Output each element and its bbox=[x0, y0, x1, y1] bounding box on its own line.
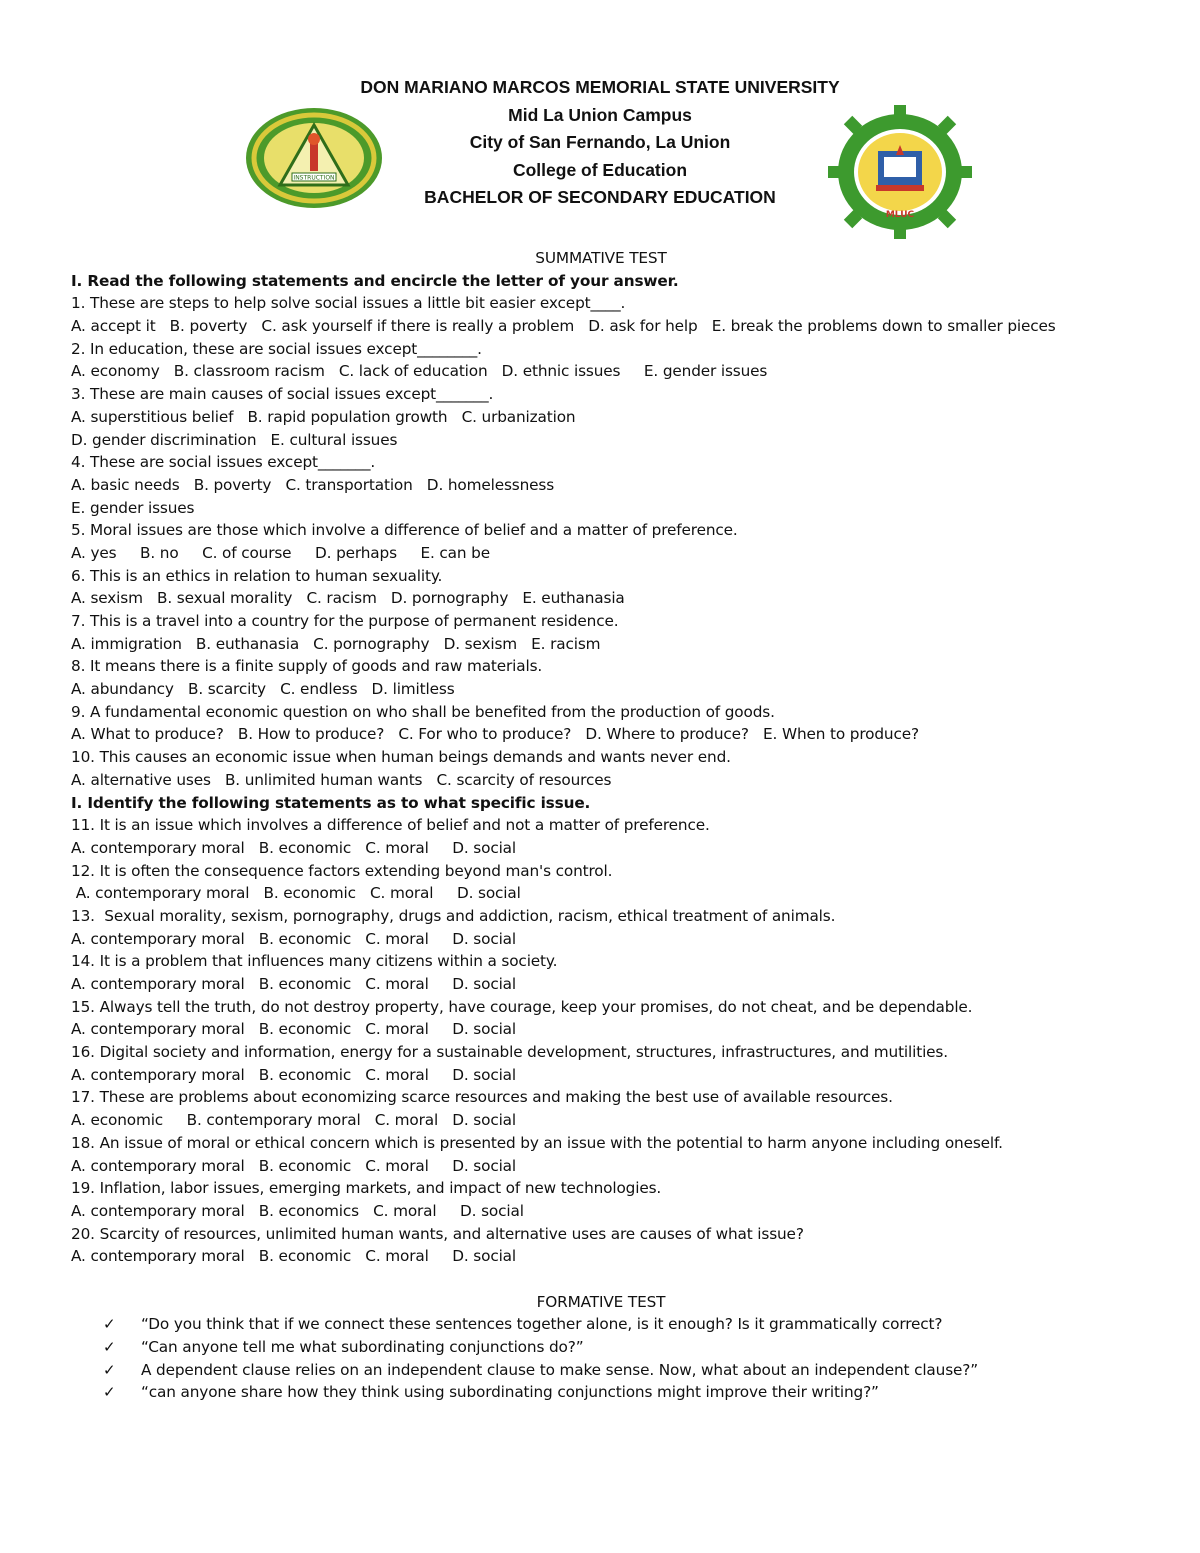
question-line: A. alternative uses B. unlimited human wants C. scarcity of resources bbox=[71, 770, 612, 789]
question-line: A. contemporary moral B. economic C. moral D. social bbox=[71, 975, 516, 993]
question-line: A. contemporary moral B. economics C. moral D. social bbox=[71, 1201, 524, 1220]
checkmark-icon: ✓ bbox=[103, 1383, 116, 1402]
question-line: 8. It means there is a finite supply of goods and raw materials. bbox=[71, 657, 543, 676]
question-line: 10. This causes an economic issue when human beings demands and wants never end. bbox=[71, 748, 731, 767]
summative-title: SUMMATIVE TEST bbox=[535, 249, 667, 267]
question-line: A. immigration B. euthanasia C. pornography D. sexism E. racism bbox=[71, 634, 601, 653]
question-line: A. superstitious belief B. rapid population growth C. urbanization bbox=[71, 407, 576, 426]
question-line: 4. These are social issues except_______. bbox=[71, 453, 376, 472]
part1-instruction bbox=[71, 270, 1171, 293]
formative-item-text: A dependent clause relies on an independent clause to make sense. Now, what about an independent clause?” bbox=[141, 1360, 979, 1379]
question-line: 2. In education, these are social issues except________. bbox=[71, 339, 482, 358]
question-line: A. contemporary moral B. economic C. moral D. social bbox=[71, 929, 516, 948]
part2-instruction: I. Identify the following statements as to what specific issue. bbox=[71, 793, 591, 812]
checkmark-icon: ✓ bbox=[103, 1360, 116, 1379]
question-line: 14. It is a problem that influences many citizens within a society. bbox=[71, 952, 558, 971]
question-line: A. basic needs B. poverty C. transportation D. homelessness bbox=[71, 475, 555, 494]
question-line: 13. Sexual morality, sexism, pornography, drugs and addiction, racism, ethical treatment of animals. bbox=[71, 906, 836, 925]
question-line: 12. It is often the consequence factors extending beyond man's control. bbox=[71, 861, 613, 880]
question-line: A. contemporary moral B. economic C. moral D. social bbox=[71, 1065, 516, 1084]
question-line: 3. These are main causes of social issues except_______. bbox=[71, 385, 494, 404]
document-header bbox=[0, 74, 1200, 212]
question-line: 7. This is a travel into a country for the purpose of permanent residence. bbox=[71, 612, 619, 630]
question-line: A. sexism B. sexual morality C. racism D. pornography E. euthanasia bbox=[71, 589, 625, 608]
part2-list bbox=[71, 814, 1171, 1268]
question-line: 1. These are steps to help solve social issues a little bit easier except____. bbox=[71, 294, 626, 313]
question-line: A. economy B. classroom racism C. lack of education D. ethnic issues E. gender issues bbox=[71, 362, 768, 381]
question-line: 16. Digital society and information, energy for a sustainable development, structures, infrastructures, and mutilities. bbox=[71, 1043, 948, 1062]
formative-list bbox=[71, 1313, 1171, 1404]
question-line: A. contemporary moral B. economic C. moral D. social bbox=[71, 1247, 516, 1266]
city-name: City of San Fernando, La Union bbox=[469, 132, 731, 153]
question-line: 20. Scarcity of resources, unlimited human wants, and alternative uses are causes of what issue? bbox=[71, 1224, 804, 1243]
formative-item bbox=[71, 1381, 1171, 1404]
spacer bbox=[71, 1268, 1171, 1291]
formative-item-text: “can anyone share how they think using subordinating conjunctions might improve their writing?” bbox=[141, 1383, 879, 1402]
question-line: 6. This is an ethics in relation to human sexuality. bbox=[71, 566, 443, 585]
question-line: A. accept it B. poverty C. ask yourself if there is really a problem D. ask for help E. break the problems down to smaller pieces bbox=[71, 317, 1056, 336]
question-line: 9. A fundamental economic question on who shall be benefited from the production of goods. bbox=[71, 702, 775, 721]
checkmark-icon: ✓ bbox=[103, 1338, 116, 1356]
formative-item-text: “Can anyone tell me what subordinating conjunctions do?” bbox=[141, 1338, 584, 1356]
question-line: A. contemporary moral B. economic C. moral D. social bbox=[71, 1020, 516, 1039]
question-line: A. contemporary moral B. economic C. moral D. social bbox=[71, 838, 516, 857]
question-line: 15. Always tell the truth, do not destroy property, have courage, keep your promises, do not cheat, and be dependable. bbox=[71, 997, 973, 1016]
question-line: A. abundancy B. scarcity C. endless D. limitless bbox=[71, 680, 455, 699]
formative-title: FORMATIVE TEST bbox=[536, 1292, 666, 1311]
part1-instruction-text: Read the following statements and encircle the letter of your answer. bbox=[82, 271, 679, 290]
part1-instruction-prefix: I. bbox=[71, 271, 83, 290]
question-line: E. gender issues bbox=[71, 498, 195, 517]
program-name: BACHELOR OF SECONDARY EDUCATION bbox=[424, 187, 776, 208]
question-line: 11. It is an issue which involves a difference of belief and not a matter of preference. bbox=[71, 816, 710, 835]
part1-list bbox=[71, 292, 1171, 791]
question-line: 17. These are problems about economizing scarce resources and making the best use of available resources. bbox=[71, 1088, 893, 1107]
campus-name: Mid La Union Campus bbox=[508, 104, 692, 125]
college-name: College of Education bbox=[512, 159, 688, 180]
formative-item bbox=[71, 1359, 1171, 1382]
question-line: 18. An issue of moral or ethical concern which is presented by an issue with the potential to harm anyone including oneself. bbox=[71, 1133, 1003, 1152]
formative-item bbox=[71, 1336, 1171, 1359]
right-logo-text: MLUC bbox=[885, 210, 915, 220]
question-line: A. What to produce? B. How to produce? C. For who to produce? D. Where to produce? E. When to produce? bbox=[71, 725, 919, 744]
left-logo-text: INSTRUCTION bbox=[293, 174, 335, 182]
university-name: DON MARIANO MARCOS MEMORIAL STATE UNIVERSITY bbox=[360, 77, 840, 97]
checkmark-icon: ✓ bbox=[103, 1315, 116, 1334]
question-line: D. gender discrimination E. cultural issues bbox=[71, 430, 398, 449]
question-line: A. yes B. no C. of course D. perhaps E. can be bbox=[71, 543, 490, 562]
question-line: 5. Moral issues are those which involve a difference of belief and a matter of preference. bbox=[71, 521, 738, 540]
test-content bbox=[71, 247, 1171, 1404]
formative-item-text: “Do you think that if we connect these sentences together alone, is it enough? Is it grammatically correct? bbox=[141, 1315, 943, 1334]
question-line: A. contemporary moral B. economic C. moral D. social bbox=[71, 1156, 516, 1175]
question-line: 19. Inflation, labor issues, emerging markets, and impact of new technologies. bbox=[71, 1179, 662, 1198]
formative-item bbox=[71, 1313, 1171, 1336]
question-line: A. contemporary moral B. economic C. moral D. social bbox=[71, 884, 521, 903]
question-line: A. economic B. contemporary moral C. moral D. social bbox=[71, 1111, 516, 1130]
